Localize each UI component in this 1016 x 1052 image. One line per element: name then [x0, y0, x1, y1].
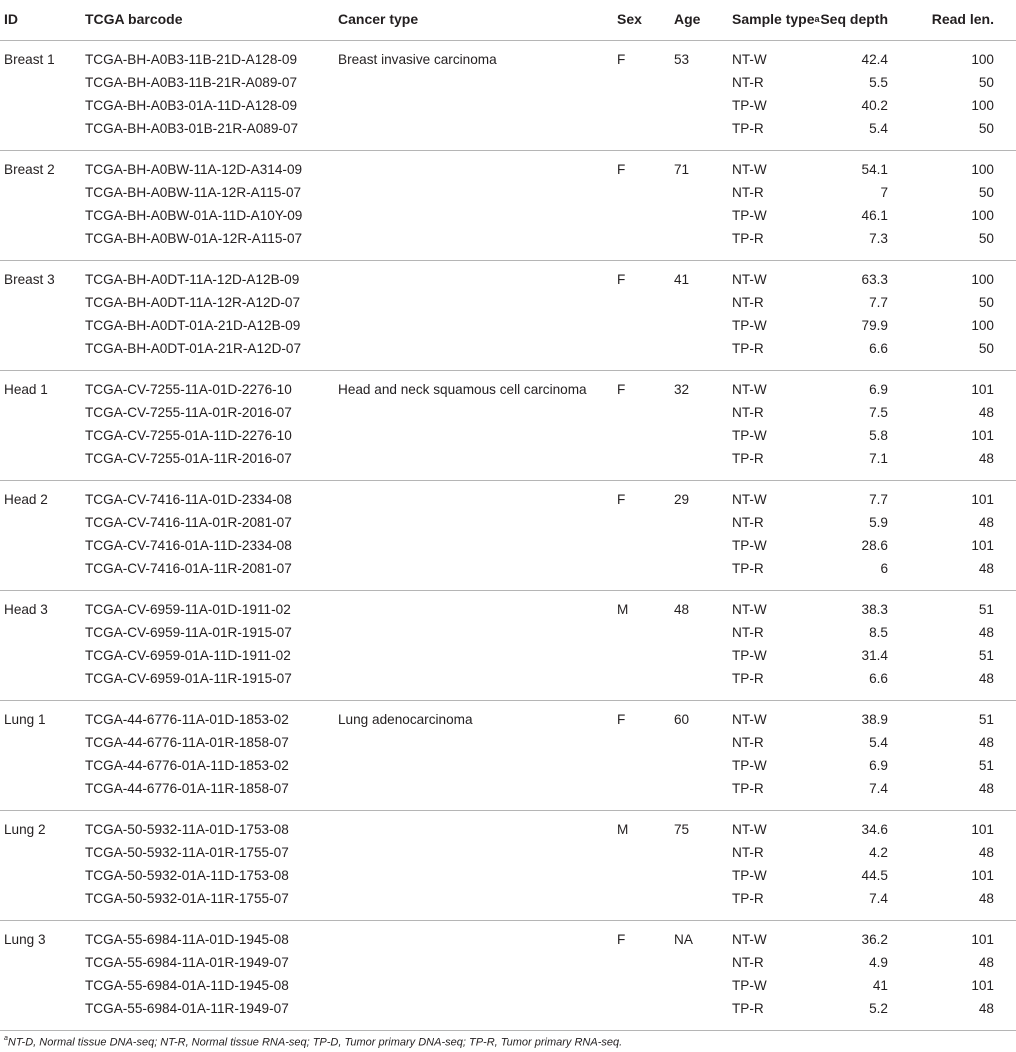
- cell-barcode: TCGA-44-6776-01A-11R-1858-07: [85, 781, 289, 796]
- group-sex: M: [617, 602, 629, 617]
- cell-read-len: 101: [971, 492, 994, 507]
- cell-seq-depth: 6.6: [869, 341, 888, 356]
- cell-read-len: 50: [978, 231, 994, 246]
- cell-seq-depth: 4.9: [869, 955, 888, 970]
- cell-read-len: 50: [978, 185, 994, 200]
- cell-barcode: TCGA-55-6984-11A-01D-1945-08: [85, 932, 289, 947]
- group-age: 60: [674, 712, 690, 727]
- footnote-marker: a: [4, 1035, 8, 1042]
- table-row: [0, 162, 1016, 185]
- cell-barcode: TCGA-55-6984-11A-01R-1949-07: [85, 955, 289, 970]
- cell-barcode: TCGA-44-6776-11A-01R-1858-07: [85, 735, 289, 750]
- table-row: [0, 185, 1016, 208]
- cell-barcode: TCGA-CV-6959-01A-11D-1911-02: [85, 648, 291, 663]
- table-header: [0, 0, 1016, 41]
- cell-barcode: TCGA-CV-7416-01A-11R-2081-07: [85, 561, 292, 576]
- cell-read-len: 50: [978, 75, 994, 90]
- cell-sample-type: NT-W: [732, 822, 767, 837]
- table-row: [0, 428, 1016, 451]
- table-row: [0, 121, 1016, 144]
- cell-barcode: TCGA-CV-6959-01A-11R-1915-07: [85, 671, 292, 686]
- cell-read-len: 51: [978, 648, 994, 663]
- cell-read-len: 48: [978, 671, 994, 686]
- group-cancer-type: Breast invasive carcinoma: [338, 52, 497, 67]
- cell-read-len: 51: [978, 758, 994, 773]
- cell-seq-depth: 40.2: [861, 98, 888, 113]
- cell-sample-type: NT-R: [732, 295, 764, 310]
- cell-sample-type: TP-R: [732, 451, 764, 466]
- cell-barcode: TCGA-BH-A0DT-01A-21D-A12B-09: [85, 318, 301, 333]
- table-row: [0, 382, 1016, 405]
- group-sex: F: [617, 52, 626, 67]
- cell-seq-depth: 7.7: [869, 295, 888, 310]
- table-row: [0, 868, 1016, 891]
- cell-seq-depth: 8.5: [869, 625, 888, 640]
- cell-sample-type: TP-W: [732, 538, 767, 553]
- cell-read-len: 51: [978, 602, 994, 617]
- sample-group: [0, 920, 1016, 1031]
- cell-seq-depth: 5.9: [869, 515, 888, 530]
- cell-sample-type: NT-R: [732, 625, 764, 640]
- cell-barcode: TCGA-CV-7416-01A-11D-2334-08: [85, 538, 292, 553]
- cell-read-len: 100: [971, 52, 994, 67]
- cell-sample-type: NT-W: [732, 932, 767, 947]
- cell-seq-depth: 5.4: [869, 735, 888, 750]
- cell-sample-type: TP-R: [732, 561, 764, 576]
- cell-barcode: TCGA-BH-A0BW-01A-12R-A115-07: [85, 231, 303, 246]
- group-age: 29: [674, 492, 690, 507]
- cell-sample-type: TP-R: [732, 121, 764, 136]
- cell-seq-depth: 7.3: [869, 231, 888, 246]
- group-sex: F: [617, 162, 626, 177]
- cell-seq-depth: 41: [872, 978, 888, 993]
- group-id: Head 1: [4, 382, 48, 397]
- group-sex: M: [617, 822, 629, 837]
- header-sample-type: [732, 11, 820, 27]
- header-age: Age: [674, 11, 701, 27]
- cell-sample-type: NT-W: [732, 52, 767, 67]
- sample-group: [0, 700, 1016, 811]
- group-id: Lung 3: [4, 932, 46, 947]
- cell-barcode: TCGA-BH-A0DT-11A-12R-A12D-07: [85, 295, 301, 310]
- cell-barcode: TCGA-50-5932-01A-11R-1755-07: [85, 891, 289, 906]
- cell-read-len: 48: [978, 515, 994, 530]
- cell-barcode: TCGA-BH-A0BW-11A-12R-A115-07: [85, 185, 302, 200]
- cell-barcode: TCGA-BH-A0BW-01A-11D-A10Y-09: [85, 208, 303, 223]
- cell-seq-depth: 7.4: [869, 891, 888, 906]
- cell-sample-type: TP-W: [732, 978, 767, 993]
- cell-read-len: 101: [971, 932, 994, 947]
- cell-seq-depth: 42.4: [861, 52, 888, 67]
- cell-barcode: TCGA-50-5932-01A-11D-1753-08: [85, 868, 289, 883]
- cell-read-len: 50: [978, 121, 994, 136]
- cell-sample-type: NT-R: [732, 405, 764, 420]
- cell-seq-depth: 7.7: [869, 492, 888, 507]
- cell-sample-type: NT-R: [732, 845, 764, 860]
- cell-sample-type: TP-R: [732, 781, 764, 796]
- cell-sample-type: NT-W: [732, 492, 767, 507]
- table-row: [0, 75, 1016, 98]
- group-age: 41: [674, 272, 690, 287]
- cell-barcode: TCGA-CV-7255-11A-01D-2276-10: [85, 382, 292, 397]
- cell-barcode: TCGA-BH-A0DT-01A-21R-A12D-07: [85, 341, 302, 356]
- header-cancer-type: Cancer type: [338, 11, 419, 27]
- cell-sample-type: TP-W: [732, 758, 767, 773]
- cell-sample-type: TP-R: [732, 1001, 764, 1016]
- cell-read-len: 101: [971, 538, 994, 553]
- cell-seq-depth: 5.4: [869, 121, 888, 136]
- table-row: [0, 735, 1016, 758]
- table-row: [0, 492, 1016, 515]
- cell-seq-depth: 31.4: [861, 648, 888, 663]
- cell-barcode: TCGA-BH-A0B3-01B-21R-A089-07: [85, 121, 299, 136]
- cell-sample-type: TP-W: [732, 868, 767, 883]
- header-seq-depth: Seq depth: [820, 11, 888, 27]
- cell-read-len: 48: [978, 405, 994, 420]
- cell-seq-depth: 6.9: [869, 758, 888, 773]
- cell-read-len: 48: [978, 955, 994, 970]
- table-row: [0, 602, 1016, 625]
- cell-sample-type: NT-W: [732, 272, 767, 287]
- group-cancer-type: Head and neck squamous cell carcinoma: [338, 382, 587, 397]
- group-sex: F: [617, 492, 626, 507]
- table-row: [0, 208, 1016, 231]
- cell-seq-depth: 46.1: [861, 208, 888, 223]
- cell-seq-depth: 4.2: [869, 845, 888, 860]
- group-age: 53: [674, 52, 690, 67]
- cell-seq-depth: 38.3: [861, 602, 888, 617]
- cell-barcode: TCGA-55-6984-01A-11R-1949-07: [85, 1001, 289, 1016]
- cell-seq-depth: 28.6: [861, 538, 888, 553]
- cell-seq-depth: 5.5: [869, 75, 888, 90]
- cell-sample-type: TP-R: [732, 891, 764, 906]
- cell-seq-depth: 7: [880, 185, 888, 200]
- cell-read-len: 101: [971, 382, 994, 397]
- group-id: Breast 2: [4, 162, 55, 177]
- cell-read-len: 100: [971, 272, 994, 287]
- cell-read-len: 101: [971, 428, 994, 443]
- table-row: [0, 932, 1016, 955]
- table-row: [0, 712, 1016, 735]
- cell-sample-type: NT-R: [732, 515, 764, 530]
- cell-read-len: 100: [971, 318, 994, 333]
- cell-read-len: 100: [971, 98, 994, 113]
- table-row: [0, 272, 1016, 295]
- cell-sample-type: TP-R: [732, 231, 764, 246]
- group-age: 32: [674, 382, 690, 397]
- group-age: NA: [674, 932, 693, 947]
- group-age: 75: [674, 822, 690, 837]
- header-sample-type-footnote-marker: a: [814, 14, 820, 24]
- cell-seq-depth: 34.6: [861, 822, 888, 837]
- cell-seq-depth: 5.8: [869, 428, 888, 443]
- cell-barcode: TCGA-CV-6959-11A-01R-1915-07: [85, 625, 292, 640]
- cell-sample-type: NT-W: [732, 162, 767, 177]
- cell-sample-type: TP-W: [732, 428, 767, 443]
- cell-seq-depth: 36.2: [861, 932, 888, 947]
- cell-sample-type: NT-W: [732, 602, 767, 617]
- cell-barcode: TCGA-50-5932-11A-01D-1753-08: [85, 822, 289, 837]
- table-row: [0, 625, 1016, 648]
- cell-barcode: TCGA-55-6984-01A-11D-1945-08: [85, 978, 289, 993]
- cell-read-len: 48: [978, 1001, 994, 1016]
- table-footnote: [4, 1036, 622, 1049]
- cell-barcode: TCGA-BH-A0B3-01A-11D-A128-09: [85, 98, 298, 113]
- cell-seq-depth: 7.5: [869, 405, 888, 420]
- table-row: [0, 231, 1016, 254]
- cell-barcode: TCGA-CV-7416-11A-01D-2334-08: [85, 492, 292, 507]
- sample-group: [0, 590, 1016, 701]
- cell-barcode: TCGA-BH-A0B3-11B-21D-A128-09: [85, 52, 298, 67]
- table-row: [0, 561, 1016, 584]
- cell-barcode: TCGA-CV-7255-01A-11D-2276-10: [85, 428, 292, 443]
- table-row: [0, 52, 1016, 75]
- table-row: [0, 822, 1016, 845]
- cell-barcode: TCGA-CV-6959-11A-01D-1911-02: [85, 602, 291, 617]
- cell-sample-type: TP-R: [732, 671, 764, 686]
- group-sex: F: [617, 932, 626, 947]
- cell-read-len: 50: [978, 295, 994, 310]
- table-row: [0, 891, 1016, 914]
- table-row: [0, 405, 1016, 428]
- cell-read-len: 50: [978, 341, 994, 356]
- cell-seq-depth: 6: [880, 561, 888, 576]
- cell-sample-type: NT-R: [732, 75, 764, 90]
- table-row: [0, 845, 1016, 868]
- cell-read-len: 48: [978, 561, 994, 576]
- cell-barcode: TCGA-BH-A0BW-11A-12D-A314-09: [85, 162, 303, 177]
- cell-sample-type: NT-R: [732, 185, 764, 200]
- cell-seq-depth: 6.6: [869, 671, 888, 686]
- cell-read-len: 101: [971, 978, 994, 993]
- cell-read-len: 48: [978, 451, 994, 466]
- table-row: [0, 98, 1016, 121]
- cell-seq-depth: 7.4: [869, 781, 888, 796]
- table-row: [0, 318, 1016, 341]
- table-row: [0, 671, 1016, 694]
- cell-sample-type: TP-W: [732, 318, 767, 333]
- sample-group: [0, 810, 1016, 921]
- cell-read-len: 48: [978, 625, 994, 640]
- table-row: [0, 955, 1016, 978]
- cell-read-len: 101: [971, 868, 994, 883]
- group-age: 48: [674, 602, 690, 617]
- cell-read-len: 48: [978, 891, 994, 906]
- cell-barcode: TCGA-50-5932-11A-01R-1755-07: [85, 845, 289, 860]
- header-sample-type-label: Sample type: [732, 11, 815, 27]
- cell-barcode: TCGA-CV-7255-01A-11R-2016-07: [85, 451, 292, 466]
- table-row: [0, 648, 1016, 671]
- group-age: 71: [674, 162, 690, 177]
- cell-read-len: 51: [978, 712, 994, 727]
- group-sex: F: [617, 712, 626, 727]
- table-row: [0, 341, 1016, 364]
- table-row: [0, 781, 1016, 804]
- cell-seq-depth: 79.9: [861, 318, 888, 333]
- cell-seq-depth: 6.9: [869, 382, 888, 397]
- cell-seq-depth: 54.1: [861, 162, 888, 177]
- table-row: [0, 295, 1016, 318]
- group-id: Lung 2: [4, 822, 46, 837]
- header-read-len: Read len.: [931, 11, 994, 27]
- group-id: Lung 1: [4, 712, 46, 727]
- cell-sample-type: TP-W: [732, 98, 767, 113]
- cell-seq-depth: 38.9: [861, 712, 888, 727]
- footnote-text: NT-D, Normal tissue DNA-seq; NT-R, Normal tissue RNA-seq; TP-D, Tumor primary DNA-seq; TP-R, Tumor primary RNA-seq.: [7, 1036, 623, 1049]
- sample-group: [0, 150, 1016, 261]
- cell-sample-type: NT-W: [732, 712, 767, 727]
- table-row: [0, 515, 1016, 538]
- cell-read-len: 101: [971, 822, 994, 837]
- group-id: Head 3: [4, 602, 48, 617]
- cell-barcode: TCGA-44-6776-11A-01D-1853-02: [85, 712, 289, 727]
- cell-seq-depth: 44.5: [861, 868, 888, 883]
- header-id: ID: [4, 11, 18, 27]
- group-id: Breast 1: [4, 52, 55, 67]
- group-id: Breast 3: [4, 272, 55, 287]
- table-row: [0, 978, 1016, 1001]
- header-sex: Sex: [617, 11, 642, 27]
- sample-group: [0, 370, 1016, 481]
- cell-read-len: 100: [971, 162, 994, 177]
- table-row: [0, 538, 1016, 561]
- cell-barcode: TCGA-CV-7416-11A-01R-2081-07: [85, 515, 292, 530]
- cell-barcode: TCGA-BH-A0B3-11B-21R-A089-07: [85, 75, 298, 90]
- cell-read-len: 100: [971, 208, 994, 223]
- cell-read-len: 48: [978, 735, 994, 750]
- group-cancer-type: Lung adenocarcinoma: [338, 712, 473, 727]
- cell-seq-depth: 7.1: [869, 451, 888, 466]
- cell-sample-type: TP-W: [732, 648, 767, 663]
- header-barcode: TCGA barcode: [85, 11, 183, 27]
- cell-sample-type: NT-R: [732, 955, 764, 970]
- cell-read-len: 48: [978, 845, 994, 860]
- cell-seq-depth: 63.3: [861, 272, 888, 287]
- cell-sample-type: TP-R: [732, 341, 764, 356]
- cell-read-len: 48: [978, 781, 994, 796]
- table-row: [0, 758, 1016, 781]
- sample-group: [0, 40, 1016, 151]
- cell-barcode: TCGA-44-6776-01A-11D-1853-02: [85, 758, 289, 773]
- sample-group: [0, 480, 1016, 591]
- table-row: [0, 1001, 1016, 1024]
- group-sex: F: [617, 382, 626, 397]
- group-sex: F: [617, 272, 626, 287]
- cell-seq-depth: 5.2: [869, 1001, 888, 1016]
- sample-group: [0, 260, 1016, 371]
- group-id: Head 2: [4, 492, 48, 507]
- cell-barcode: TCGA-CV-7255-11A-01R-2016-07: [85, 405, 292, 420]
- cell-sample-type: NT-R: [732, 735, 764, 750]
- cell-sample-type: TP-W: [732, 208, 767, 223]
- cell-sample-type: NT-W: [732, 382, 767, 397]
- cell-barcode: TCGA-BH-A0DT-11A-12D-A12B-09: [85, 272, 300, 287]
- table-row: [0, 451, 1016, 474]
